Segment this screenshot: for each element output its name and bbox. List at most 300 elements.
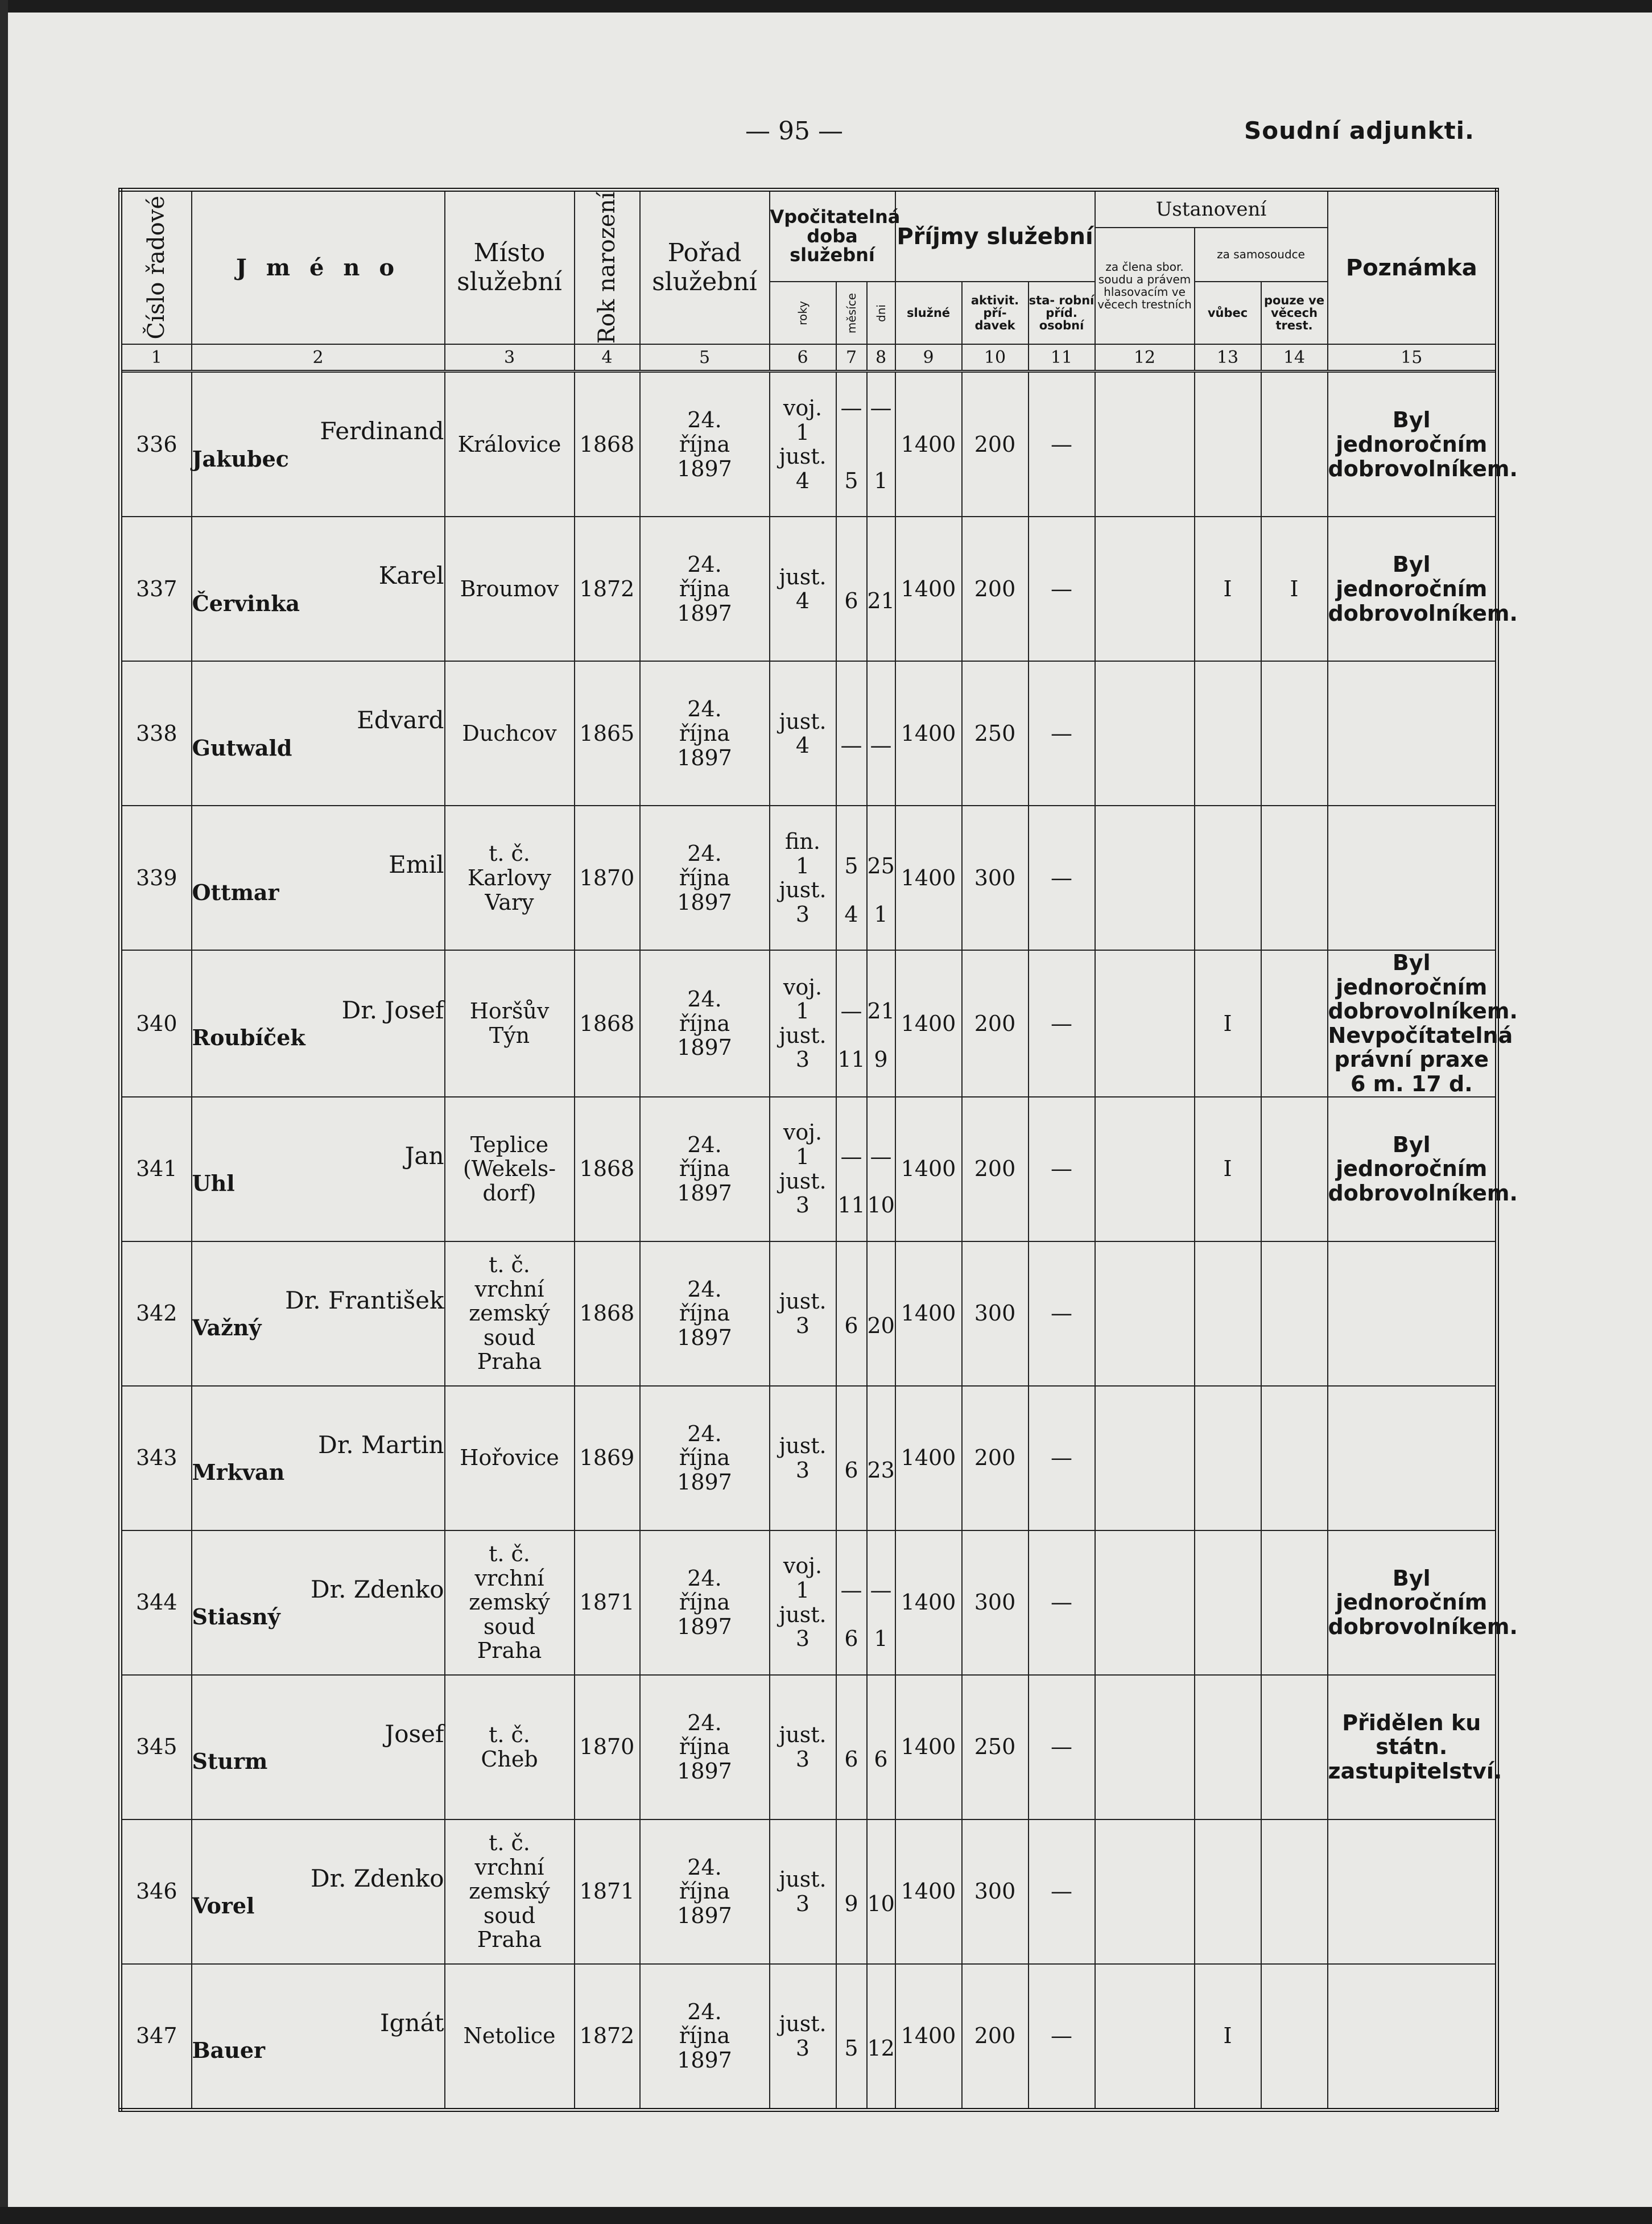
days-cell (867, 1097, 895, 1241)
given-name: Dr. Zdenko (310, 1575, 444, 1603)
seniority-bonus: — (1029, 517, 1095, 661)
activity-bonus: 200 (962, 517, 1029, 661)
cell-line: 10 (867, 1891, 895, 1916)
single-judge-mark: I (1195, 950, 1261, 1096)
column-number: 10 (962, 344, 1029, 372)
cell-line: voj. (783, 1120, 823, 1145)
cell-line (868, 1723, 895, 1747)
cell-line (868, 709, 895, 734)
place-cell (445, 1386, 575, 1530)
header-dni: dni (867, 282, 895, 344)
single-judge-mark (1195, 1819, 1261, 1964)
remark: Byl jednoročním dobrovolníkem. (1328, 372, 1497, 517)
cell-line: Hořovice (460, 1445, 559, 1471)
salary: 1400 (895, 517, 962, 661)
cell-line (837, 975, 866, 1000)
name-cell (192, 517, 445, 661)
senate-member-mark (1095, 1241, 1195, 1386)
cell-line: 10 (867, 1193, 895, 1218)
cell-line: 1897 (677, 1035, 732, 1061)
days-cell (867, 1675, 895, 1819)
cell-line: 23 (867, 1457, 895, 1483)
cell-line: 1 (874, 1626, 888, 1652)
cell-line: 1897 (677, 1469, 732, 1495)
surname: Sturm (192, 1748, 268, 1774)
months-cell (836, 950, 867, 1096)
place-cell (445, 1675, 575, 1819)
salary: 1400 (895, 1530, 962, 1675)
row-number: 340 (121, 950, 192, 1096)
service-order (640, 1386, 770, 1530)
single-judge-mark: I (1195, 517, 1261, 661)
given-name: Dr. Zdenko (310, 1864, 444, 1892)
column-number: 14 (1261, 344, 1328, 372)
criminal-only-mark (1261, 950, 1328, 1096)
birth-year: 1868 (575, 950, 640, 1096)
activity-bonus: 250 (962, 1675, 1029, 1819)
cell-line: zemský (469, 1301, 550, 1326)
days-cell (867, 1964, 895, 2110)
name-cell (192, 1241, 445, 1386)
header-prijmy-group: Příjmy služební (895, 190, 1095, 282)
cell-line: voj. (783, 974, 823, 1000)
cell-line: 21 (867, 588, 895, 614)
cell-line: 1897 (677, 1325, 732, 1350)
service-order (640, 1675, 770, 1819)
senate-member-mark (1095, 661, 1195, 806)
cell-line: Praha (477, 1927, 542, 1953)
cell-line: just. (779, 2011, 827, 2036)
activity-bonus: 200 (962, 1964, 1029, 2110)
cell-line (868, 830, 895, 854)
given-name: Ignát (380, 2008, 444, 2037)
days-cell (867, 1241, 895, 1386)
column-number: 9 (895, 344, 962, 372)
days-cell (867, 661, 895, 806)
single-judge-mark (1195, 1675, 1261, 1819)
table-row (121, 1097, 1497, 1241)
cell-line: just. (779, 877, 827, 903)
remark: Byl jednoročním dobrovolníkem. (1328, 1097, 1497, 1241)
cell-line (837, 1554, 866, 1578)
running-head (0, 117, 1652, 156)
column-number-row (121, 344, 1497, 372)
years-cell (770, 1097, 836, 1241)
header-doba-group: Vpočitatelná doba služební (770, 190, 895, 282)
surname: Mrkvan (192, 1459, 285, 1485)
seniority-bonus: — (1029, 1964, 1095, 2110)
cell-line: 24. (687, 552, 722, 577)
row-number: 339 (121, 806, 192, 950)
salary: 1400 (895, 950, 962, 1096)
activity-bonus: 300 (962, 1530, 1029, 1675)
months-cell (836, 1097, 867, 1241)
cell-line: just. (779, 1722, 827, 1747)
seniority-bonus: — (1029, 1241, 1095, 1386)
surname: Važný (192, 1314, 262, 1340)
cell-line: 21 (867, 998, 895, 1024)
surname: Vorel (192, 1892, 255, 1918)
cell-line: 5 (844, 468, 858, 493)
cell-line: t. č. (489, 1252, 530, 1278)
scan-border-left (0, 0, 8, 2224)
cell-line: vrchní (474, 1854, 544, 1880)
cell-line: 1 (795, 998, 810, 1024)
cell-line: 6 (874, 1746, 888, 1772)
cell-line: 3 (795, 2035, 810, 2061)
cell-line: 1 (795, 1144, 810, 1169)
seniority-bonus: — (1029, 1530, 1095, 1675)
cell-line: 9 (874, 1047, 888, 1072)
criminal-only-mark (1261, 1675, 1328, 1819)
days-cell (867, 806, 895, 950)
scan-border-top (0, 0, 1652, 13)
cell-line: Netolice (463, 2023, 556, 2049)
cell-line: 24. (687, 696, 722, 722)
cell-line (868, 565, 895, 589)
months-cell (836, 372, 867, 517)
cell-line: — (870, 395, 892, 421)
cell-line: 4 (795, 468, 810, 493)
cell-line: t. č. (489, 1541, 530, 1567)
cell-line (837, 1723, 866, 1747)
header-starobni: sta- robní příd. osobní (1029, 282, 1095, 344)
cell-line: — (870, 1578, 892, 1603)
single-judge-mark (1195, 1386, 1261, 1530)
cell-line: 3 (795, 1457, 810, 1483)
salary: 1400 (895, 1386, 962, 1530)
service-order (640, 372, 770, 517)
remark (1328, 1964, 1497, 2110)
seniority-bonus: — (1029, 950, 1095, 1096)
given-name: Karel (378, 562, 444, 590)
place-cell (445, 1097, 575, 1241)
years-cell (770, 950, 836, 1096)
name-cell (192, 661, 445, 806)
cell-line: 6 (844, 1746, 858, 1772)
row-number: 336 (121, 372, 192, 517)
table-row (121, 517, 1497, 661)
senate-member-mark (1095, 372, 1195, 517)
place-cell (445, 1964, 575, 2110)
salary: 1400 (895, 1964, 962, 2110)
cell-line: 1 (795, 1578, 810, 1603)
column-number: 15 (1328, 344, 1497, 372)
remark (1328, 1819, 1497, 1964)
cell-line: (Wekels- (462, 1156, 556, 1182)
cell-line: just. (779, 1168, 827, 1194)
surname: Roubíček (192, 1025, 305, 1051)
column-number: 11 (1029, 344, 1095, 372)
criminal-only-mark (1261, 372, 1328, 517)
remark (1328, 1241, 1497, 1386)
page-number: — 95 — (745, 117, 843, 146)
days-cell (867, 1819, 895, 1964)
place-cell (445, 1241, 575, 1386)
cell-line: 1897 (677, 1903, 732, 1928)
header-jmeno: J m é n o (192, 190, 445, 345)
header-roky: roky (770, 282, 836, 344)
cell-line: 24. (687, 1276, 722, 1302)
cell-line: vrchní (474, 1565, 544, 1591)
cell-line: 24. (687, 1999, 722, 2024)
cell-line: 24. (687, 987, 722, 1012)
years-cell (770, 661, 836, 806)
birth-year: 1871 (575, 1530, 640, 1675)
birth-year: 1870 (575, 806, 640, 950)
criminal-only-mark (1261, 1241, 1328, 1386)
cell-line: Duchcov (462, 720, 557, 746)
single-judge-mark: I (1195, 1097, 1261, 1241)
cell-line (837, 1024, 866, 1048)
remark: Byl jednoročním dobrovolníkem. (1328, 1530, 1497, 1675)
row-number: 345 (121, 1675, 192, 1819)
cell-line (837, 1603, 866, 1627)
cell-line: 3 (795, 1193, 810, 1218)
cell-line: 11 (837, 1047, 865, 1072)
senate-member-mark (1095, 950, 1195, 1096)
cell-line: října (679, 1301, 730, 1326)
cell-line (868, 1434, 895, 1458)
given-name: Josef (385, 1719, 444, 1748)
salary: 1400 (895, 1097, 962, 1241)
given-name: Edvard (357, 706, 444, 735)
cell-line: října (679, 576, 730, 601)
birth-year: 1868 (575, 1097, 640, 1241)
cell-line (837, 1120, 866, 1145)
header-vubec: vůbec (1195, 282, 1261, 344)
remark (1328, 661, 1497, 806)
criminal-only-mark: I (1261, 517, 1328, 661)
name-cell (192, 1964, 445, 2110)
cell-line: Královice (457, 431, 561, 457)
cell-line: 3 (795, 1891, 810, 1916)
activity-bonus: 200 (962, 950, 1029, 1096)
cell-line: 3 (795, 1626, 810, 1652)
cell-line: Karlovy (467, 865, 552, 890)
cell-line: just. (779, 1289, 827, 1314)
cell-line: — (840, 998, 862, 1024)
cell-line: října (679, 1156, 730, 1182)
birth-year: 1868 (575, 1241, 640, 1386)
table-row (121, 1241, 1497, 1386)
column-number: 6 (770, 344, 836, 372)
cell-line: 1 (795, 853, 810, 878)
header-rok: Rok narození (575, 190, 640, 345)
single-judge-mark (1195, 372, 1261, 517)
cell-line: Praha (477, 1349, 542, 1375)
cell-line (837, 565, 866, 589)
surname: Uhl (192, 1170, 235, 1196)
months-cell (836, 1819, 867, 1964)
table-row (121, 950, 1497, 1096)
cell-line: just. (779, 1867, 827, 1892)
cell-line: — (870, 1144, 892, 1169)
months-cell (836, 517, 867, 661)
table-row (121, 1819, 1497, 1964)
cell-line: Cheb (481, 1746, 538, 1772)
place-cell (445, 1819, 575, 1964)
cell-line: 12 (867, 2035, 895, 2061)
cell-line: soud (483, 1903, 536, 1928)
place-cell (445, 806, 575, 950)
cell-line (868, 1120, 895, 1145)
cell-line (868, 1554, 895, 1578)
cell-line (837, 420, 866, 445)
cell-line: října (679, 1879, 730, 1904)
table-row (121, 372, 1497, 517)
row-number: 341 (121, 1097, 192, 1241)
header-pouze: pouze ve věcech trest. (1261, 282, 1328, 344)
senate-member-mark (1095, 1530, 1195, 1675)
section-title: Soudní adjunkti. (1244, 117, 1475, 145)
birth-year: 1870 (575, 1675, 640, 1819)
criminal-only-mark (1261, 1964, 1328, 2110)
cell-line: Horšův (469, 998, 550, 1024)
cell-line: 1897 (677, 1614, 732, 1639)
senate-member-mark (1095, 1675, 1195, 1819)
given-name: Jan (404, 1141, 444, 1170)
cell-line: Týn (489, 1022, 530, 1048)
senate-member-mark (1095, 806, 1195, 950)
cell-line (868, 1603, 895, 1627)
years-cell (770, 1819, 836, 1964)
months-cell (836, 1386, 867, 1530)
senate-member-mark (1095, 1386, 1195, 1530)
name-cell (192, 1675, 445, 1819)
name-cell (192, 1097, 445, 1241)
cell-line: fin. (785, 829, 820, 855)
name-cell (192, 372, 445, 517)
remark (1328, 1386, 1497, 1530)
cell-line: 3 (795, 1313, 810, 1338)
header-ustanoveni-group: Ustanovení (1095, 190, 1328, 228)
cell-line (868, 1169, 895, 1194)
header-samosoudce-group: za samosoudce (1195, 228, 1328, 282)
table-row (121, 1964, 1497, 2110)
cell-line: just. (779, 708, 827, 734)
row-number: 343 (121, 1386, 192, 1530)
cell-line: 6 (844, 1457, 858, 1483)
single-judge-mark (1195, 1241, 1261, 1386)
seniority-bonus: — (1029, 1097, 1095, 1241)
cell-line: — (840, 1144, 862, 1169)
activity-bonus: 300 (962, 806, 1029, 950)
name-cell (192, 1819, 445, 1964)
months-cell (836, 806, 867, 950)
salary: 1400 (895, 1819, 962, 1964)
birth-year: 1868 (575, 372, 640, 517)
cell-line: soud (483, 1325, 536, 1350)
cell-line: 4 (795, 733, 810, 758)
header-aktivit: aktivit. pří- davek (962, 282, 1029, 344)
cell-line: 24. (687, 407, 722, 433)
years-cell (770, 517, 836, 661)
seniority-bonus: — (1029, 1819, 1095, 1964)
years-cell (770, 1530, 836, 1675)
header-poznamka: Poznámka (1328, 190, 1497, 345)
birth-year: 1871 (575, 1819, 640, 1964)
senate-member-mark (1095, 1097, 1195, 1241)
cell-line: soud (483, 1614, 536, 1639)
birth-year: 1872 (575, 1964, 640, 2110)
days-cell (867, 1386, 895, 1530)
cell-line: 1897 (677, 1758, 732, 1784)
years-cell (770, 372, 836, 517)
cell-line: t. č. (489, 1830, 530, 1856)
cell-line (837, 1434, 866, 1458)
senate-member-mark (1095, 1819, 1195, 1964)
cell-line (868, 1024, 895, 1048)
salary: 1400 (895, 806, 962, 950)
row-number: 338 (121, 661, 192, 806)
years-cell (770, 1964, 836, 2110)
row-number: 347 (121, 1964, 192, 2110)
criminal-only-mark (1261, 1819, 1328, 1964)
single-judge-mark: I (1195, 1964, 1261, 2110)
row-number: 344 (121, 1530, 192, 1675)
cell-line: Vary (485, 889, 534, 915)
months-cell (836, 1530, 867, 1675)
cell-line: voj. (783, 395, 823, 421)
cell-line: t. č. (489, 841, 530, 867)
activity-bonus: 300 (962, 1819, 1029, 1964)
cell-line: 6 (844, 1626, 858, 1652)
cell-line: října (679, 1445, 730, 1471)
service-order (640, 1097, 770, 1241)
cell-line (837, 2012, 866, 2036)
remark (1328, 806, 1497, 950)
cell-line (868, 1289, 895, 1314)
days-cell (867, 517, 895, 661)
column-number: 4 (575, 344, 640, 372)
years-cell (770, 1241, 836, 1386)
place-cell (445, 517, 575, 661)
name-cell (192, 1530, 445, 1675)
name-cell (192, 950, 445, 1096)
cell-line: zemský (469, 1590, 550, 1615)
salary: 1400 (895, 1241, 962, 1386)
cell-line: voj. (783, 1553, 823, 1579)
remark: Byl jednoročním dobrovolníkem. (1328, 517, 1497, 661)
header-za-clena: za člena sbor. soudu a právem hlasovacím ve věcech trestních (1095, 228, 1195, 345)
cell-line: 24. (687, 1854, 722, 1880)
given-name: Emil (389, 851, 444, 879)
column-number: 2 (192, 344, 445, 372)
service-order (640, 661, 770, 806)
cell-line: just. (779, 1433, 827, 1458)
name-cell (192, 806, 445, 950)
cell-line: 1 (874, 901, 888, 927)
cell-line: just. (779, 1602, 827, 1627)
scan-border-bottom (0, 2207, 1652, 2224)
criminal-only-mark (1261, 1097, 1328, 1241)
cell-line: října (679, 720, 730, 746)
header-cislo: Číslo řadové (121, 190, 192, 345)
cell-line: t. č. (489, 1722, 530, 1747)
cell-line (837, 444, 866, 469)
cell-line: just. (779, 1022, 827, 1048)
surname: Bauer (192, 2037, 266, 2063)
single-judge-mark (1195, 806, 1261, 950)
column-number: 8 (867, 344, 895, 372)
senate-member-mark (1095, 1964, 1195, 2110)
seniority-bonus: — (1029, 1675, 1095, 1819)
cell-line: zemský (469, 1879, 550, 1904)
activity-bonus: 200 (962, 372, 1029, 517)
seniority-bonus: — (1029, 1386, 1095, 1530)
single-judge-mark (1195, 1530, 1261, 1675)
